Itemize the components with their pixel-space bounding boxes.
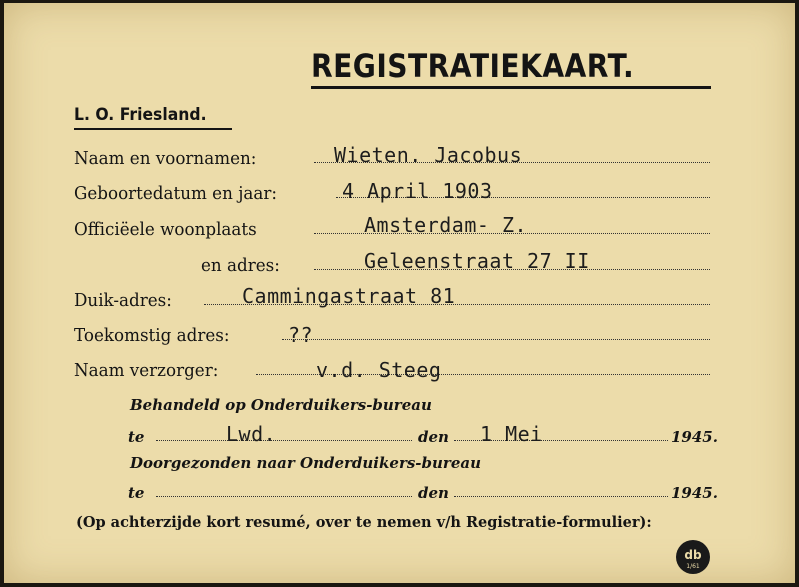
behandeld-year: 1945. xyxy=(671,428,718,446)
doorgezonden-heading: Doorgezonden naar Onderduikers-bureau xyxy=(130,454,481,472)
organization-label: L. O. Friesland. xyxy=(74,105,207,125)
behandeld-te-label: te xyxy=(128,428,145,446)
adres-value: Geleenstraat 27 II xyxy=(364,249,590,273)
behandeld-heading: Behandeld op Onderduikers-bureau xyxy=(130,396,432,414)
behandeld-te-dotted-line xyxy=(156,440,412,441)
doorgezonden-te-dotted-line xyxy=(156,496,412,497)
woonplaats-label: Officiëele woonplaats xyxy=(74,219,257,240)
verzorger-value: v.d. Steeg xyxy=(316,358,442,382)
registration-card xyxy=(4,3,795,583)
title-underline xyxy=(311,86,711,89)
stamp-text: db xyxy=(684,548,702,562)
toekomstig-value: ?? xyxy=(288,323,314,347)
doorgezonden-te-label: te xyxy=(128,484,145,502)
naam-label: Naam en voornamen: xyxy=(74,148,257,169)
naam-value: Wieten. Jacobus xyxy=(334,143,523,167)
adres-label: en adres: xyxy=(201,255,280,276)
geboorte-label: Geboortedatum en jaar: xyxy=(74,183,278,204)
doorgezonden-den-dotted-line xyxy=(454,496,668,497)
behandeld-den-value: 1 Mei xyxy=(480,422,543,446)
duikadres-label: Duik-adres: xyxy=(74,290,172,311)
behandeld-te-value: Lwd. xyxy=(226,422,277,446)
duikadres-value: Cammingastraat 81 xyxy=(242,284,456,308)
geboorte-value: 4 April 1903 xyxy=(342,179,493,203)
stamp-number: 1/61 xyxy=(686,563,700,570)
verzorger-label: Naam verzorger: xyxy=(74,360,219,381)
doorgezonden-den-label: den xyxy=(418,484,449,502)
printer-mark-icon xyxy=(676,540,710,574)
footnote: (Op achterzijde kort resumé, over te nemen v/h Registratie-formulier): xyxy=(76,514,652,531)
organization-underline xyxy=(74,128,232,130)
toekomstig-dotted-line xyxy=(282,339,710,340)
doorgezonden-year: 1945. xyxy=(671,484,718,502)
woonplaats-value: Amsterdam- Z. xyxy=(364,213,528,237)
toekomstig-label: Toekomstig adres: xyxy=(74,325,230,346)
behandeld-den-label: den xyxy=(418,428,449,446)
card-title: REGISTRATIEKAART. xyxy=(311,47,635,85)
